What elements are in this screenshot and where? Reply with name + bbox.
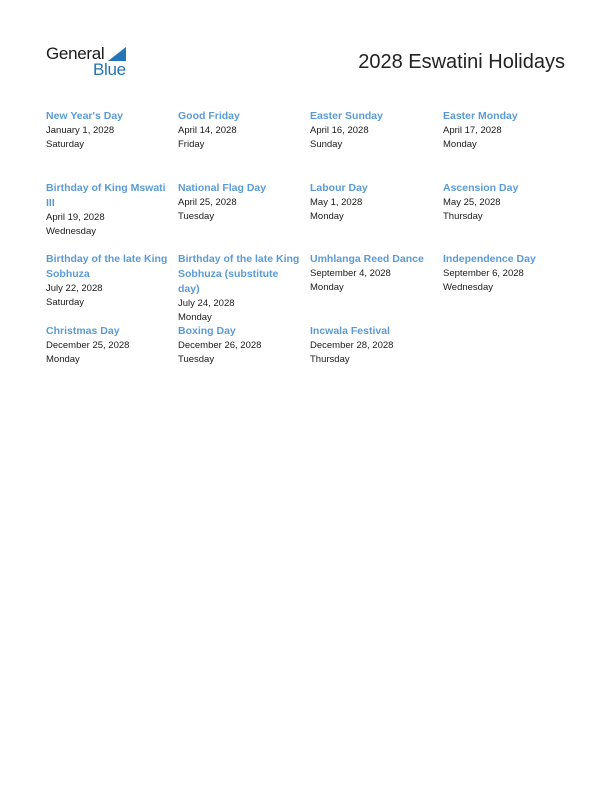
holiday-name: National Flag Day bbox=[178, 182, 267, 194]
holiday-weekday: Friday bbox=[178, 139, 205, 150]
holiday-name: Christmas Day bbox=[46, 325, 120, 337]
holiday-entry bbox=[443, 252, 567, 295]
holiday-entry bbox=[178, 324, 302, 367]
holiday-entry bbox=[310, 109, 434, 152]
holiday-grid bbox=[46, 109, 576, 384]
holiday-date: April 25, 2028 bbox=[178, 197, 237, 208]
holiday-date: May 1, 2028 bbox=[310, 197, 363, 208]
holiday-name: Easter Sunday bbox=[310, 110, 383, 122]
page-title: 2028 Eswatini Holidays bbox=[358, 51, 565, 73]
holiday-weekday: Monday bbox=[178, 312, 212, 323]
holiday-weekday: Monday bbox=[443, 139, 477, 150]
holiday-weekday: Tuesday bbox=[178, 354, 215, 365]
holiday-date: December 28, 2028 bbox=[310, 340, 394, 351]
holiday-date: April 16, 2028 bbox=[310, 125, 369, 136]
holiday-weekday: Saturday bbox=[46, 297, 85, 308]
logo-blue-text: Blue bbox=[93, 60, 126, 79]
logo-triangle-icon bbox=[108, 47, 126, 61]
holiday-date: April 19, 2028 bbox=[46, 212, 105, 223]
holiday-name: New Year's Day bbox=[46, 110, 124, 122]
holiday-name: Labour Day bbox=[310, 182, 368, 194]
holiday-weekday: Tuesday bbox=[178, 211, 215, 222]
holiday-weekday: Wednesday bbox=[443, 282, 493, 293]
holiday-entry bbox=[46, 109, 170, 152]
logo-general-text: General bbox=[46, 44, 105, 63]
holiday-weekday: Thursday bbox=[310, 354, 350, 365]
holiday-date: July 22, 2028 bbox=[46, 283, 103, 294]
holiday-date: April 14, 2028 bbox=[178, 125, 237, 136]
holiday-entry bbox=[310, 181, 434, 224]
holiday-name: Boxing Day bbox=[178, 325, 236, 337]
holiday-row bbox=[46, 109, 576, 181]
holiday-entry bbox=[178, 252, 302, 325]
holiday-name: Incwala Festival bbox=[310, 325, 390, 337]
holiday-row bbox=[46, 324, 576, 384]
holiday-date: July 24, 2028 bbox=[178, 298, 235, 309]
holiday-weekday: Sunday bbox=[310, 139, 343, 150]
holiday-entry bbox=[443, 109, 567, 152]
holiday-name: Independence Day bbox=[443, 253, 536, 265]
holiday-entry bbox=[178, 109, 302, 152]
holiday-entry bbox=[46, 181, 170, 239]
holiday-weekday: Thursday bbox=[443, 211, 483, 222]
holiday-entry bbox=[310, 324, 434, 367]
holiday-name: Birthday of the late King Sobhuza (substitute day) bbox=[178, 253, 300, 295]
holiday-date: September 6, 2028 bbox=[443, 268, 524, 279]
holiday-name: Ascension Day bbox=[443, 182, 519, 194]
holiday-date: April 17, 2028 bbox=[443, 125, 502, 136]
holiday-weekday: Monday bbox=[310, 211, 344, 222]
holiday-entry bbox=[46, 252, 170, 310]
holiday-entry bbox=[46, 324, 170, 367]
holiday-date: December 25, 2028 bbox=[46, 340, 130, 351]
holiday-weekday: Saturday bbox=[46, 139, 85, 150]
holiday-date: January 1, 2028 bbox=[46, 125, 115, 136]
holiday-name: Birthday of King Mswati III bbox=[46, 182, 166, 209]
holiday-weekday: Monday bbox=[46, 354, 80, 365]
holiday-name: Easter Monday bbox=[443, 110, 518, 122]
holiday-name: Birthday of the late King Sobhuza bbox=[46, 253, 168, 280]
holiday-name: Umhlanga Reed Dance bbox=[310, 253, 424, 265]
holiday-date: December 26, 2028 bbox=[178, 340, 262, 351]
holiday-entry bbox=[443, 181, 567, 224]
holiday-row bbox=[46, 181, 576, 252]
holiday-date: May 25, 2028 bbox=[443, 197, 501, 208]
holiday-weekday: Wednesday bbox=[46, 226, 96, 237]
holiday-weekday: Monday bbox=[310, 282, 344, 293]
holiday-entry bbox=[178, 181, 302, 224]
holiday-date: September 4, 2028 bbox=[310, 268, 391, 279]
holiday-row bbox=[46, 252, 576, 324]
holiday-entry bbox=[310, 252, 434, 295]
holiday-name: Good Friday bbox=[178, 110, 240, 122]
generalblue-logo bbox=[46, 44, 136, 80]
